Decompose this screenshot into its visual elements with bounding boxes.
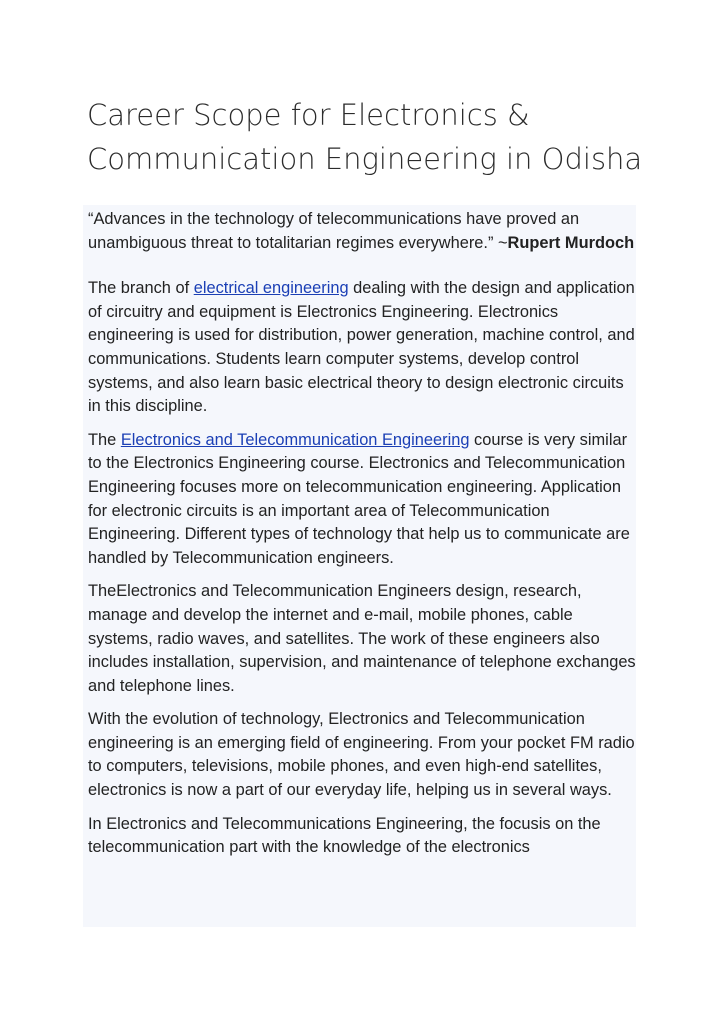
- paragraph-evolution: With the evolution of technology, Electronics and Telecommunication engineering is an emerging field of engineering. From your pocket FM radio to computers, televisions, mobile phones, and even high-end satellites, electronics is now a part of our everyday life, helping us in several ways.: [88, 710, 635, 800]
- paragraph-electrical-engineering: [88, 277, 636, 419]
- article-body: [83, 205, 636, 927]
- quote-text: “Advances in the technology of telecommunications have proved an unambiguous threat to totalitarian regimes everywhere.” ~: [88, 210, 580, 252]
- electrical-engineering-link[interactable]: electrical engineering: [193, 279, 349, 298]
- quote-block: [88, 208, 636, 255]
- paragraph-text: The: [88, 430, 121, 449]
- etc-engineering-link[interactable]: Electronics and Telecommunication Engineering: [120, 430, 470, 449]
- paragraph-engineers-work: TheElectronics and Telecommunication Engineers design, research, manage and develop the internet and e-mail, mobile phones, cable systems, radio waves, and satellites. The work of these engineers also includes installation, supervision, and maintenance of telephone exchanges and telephone lines.: [88, 582, 636, 695]
- paragraph-text: course is very similar to the Electronics Engineering course. Electronics and Telecommunication Engineering focuses more on telecommunication engineering. Application for electronic circuits is an important area of Telecommunication Engineering. Different types of technology that help us to communicate are handled by Telecommunication engineers.: [88, 430, 630, 567]
- paragraph-etc-course: [88, 429, 636, 571]
- quote-author: Rupert Murdoch: [507, 233, 635, 252]
- page-title: Career Scope for Electronics & Communication Engineering in Odisha: [87, 98, 643, 176]
- paragraph-text: dealing with the design and application of circuitry and equipment is Electronics Engineering. Electronics engineering is used for distribution, power generation, machine control, and communications. Students learn computer systems, develop control systems, and also learn basic electrical theory to design electronic circuits in this discipline.: [88, 279, 635, 416]
- paragraph-text: The branch of: [88, 279, 194, 298]
- paragraph-focus: In Electronics and Telecommunications Engineering, the focusis on the telecommunication part with the knowledge of the electronics: [88, 814, 601, 857]
- article-content: [83, 205, 636, 860]
